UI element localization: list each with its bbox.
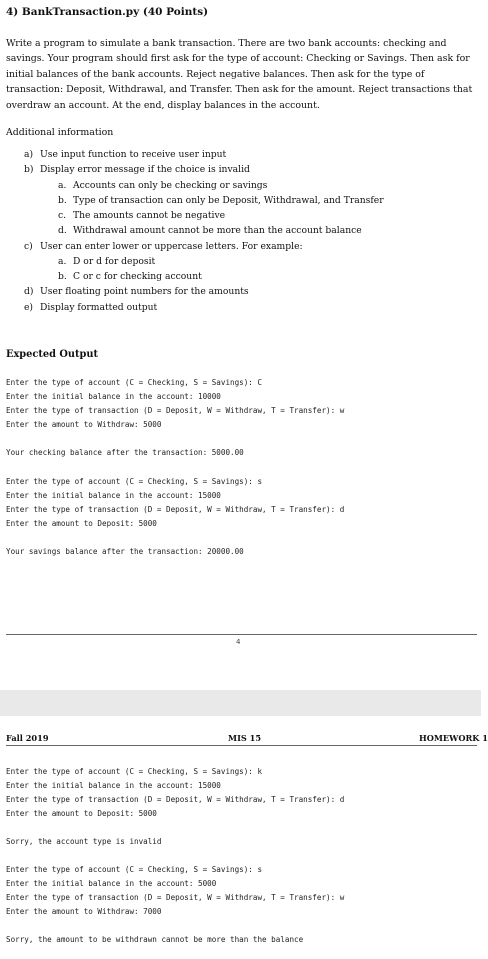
sample-run-2-result: Your savings balance after the transaction: 20000.00 — [6, 547, 244, 556]
list-item: e) Display formatted output — [24, 301, 158, 313]
list-subitem: d. Withdrawal amount cannot be more than the account balance — [58, 225, 362, 237]
page-gap — [0, 690, 481, 716]
header-term: Fall 2019 — [6, 733, 49, 743]
additional-information-heading: Additional information — [6, 127, 114, 138]
sample-run-4-result: Sorry, the amount to be withdrawn cannot be more than the balance — [6, 935, 304, 944]
sample-run-1-result: Your checking balance after the transaction: 5000.00 — [6, 448, 244, 457]
assignment-description: Write a program to simulate a bank transaction. There are two bank accounts: checking and savings. Your program should first ask for the type of account: Checking or Savings. Then ask for initial balances of the bank accounts. Reject negative balances. Then ask for the type of transaction: Deposit, Withdrawal, and Transfer. Then ask for the amount. Reject transactions that overdraw an account. At the end, display balances in the account. — [6, 38, 473, 111]
sample-run-2-input: Enter the type of account (C = Checking, S = Savings): s Enter the initial balance in the account: 15000 Enter the type of transaction (D = Deposit, W = Withdraw, T = Transfer): d Enter the amount to Deposit: 5000 — [6, 477, 345, 528]
assignment-title: 4) BankTransaction.py (40 Points) — [6, 6, 209, 18]
list-subitem: a. Accounts can only be checking or savings — [58, 179, 268, 191]
page-number: 4 — [236, 638, 241, 646]
list-subitem: b. C or c for checking account — [58, 271, 202, 282]
sample-run-3-result: Sorry, the account type is invalid — [6, 837, 162, 846]
sample-run-4-input: Enter the type of account (C = Checking, S = Savings): s Enter the initial balance in the account: 5000 Enter the type of transaction (D = Deposit, W = Withdraw, T = Transfer): w Enter the amount to Withdraw: 7000 — [6, 865, 345, 916]
requirements-list — [0, 147, 384, 315]
sample-run-3-input: Enter the type of account (C = Checking, S = Savings): k Enter the initial balance in the account: 15000 Enter the type of transaction (D = Deposit, W = Withdraw, T = Transfer): d Enter the amount to Deposit: 5000 — [6, 767, 345, 818]
list-subitem: b. Type of transaction can only be Deposit, Withdrawal, and Transfer — [58, 194, 384, 206]
header-course: MIS 15 — [228, 733, 262, 743]
list-item: a) Use input function to receive user input — [24, 149, 227, 160]
header-divider — [6, 745, 477, 746]
footer-divider — [6, 634, 477, 635]
list-item: b) Display error message if the choice is invalid — [24, 164, 250, 176]
expected-output-heading: Expected Output — [6, 349, 99, 360]
list-item: c) User can enter lower or uppercase letters. For example: — [24, 240, 303, 252]
list-item: d) User floating point numbers for the amounts — [24, 286, 249, 298]
list-subitem: c. The amounts cannot be negative — [58, 210, 226, 221]
header-assignment: HOMEWORK 1 — [419, 733, 488, 743]
list-subitem: a. D or d for deposit — [58, 255, 156, 267]
sample-run-1-input: Enter the type of account (C = Checking, S = Savings): C Enter the initial balance in the account: 10000 Enter the type of transaction (D = Deposit, W = Withdraw, T = Transfer): w Enter the amount to Withdraw: 5000 — [6, 378, 345, 429]
document-page-2 — [0, 716, 488, 959]
